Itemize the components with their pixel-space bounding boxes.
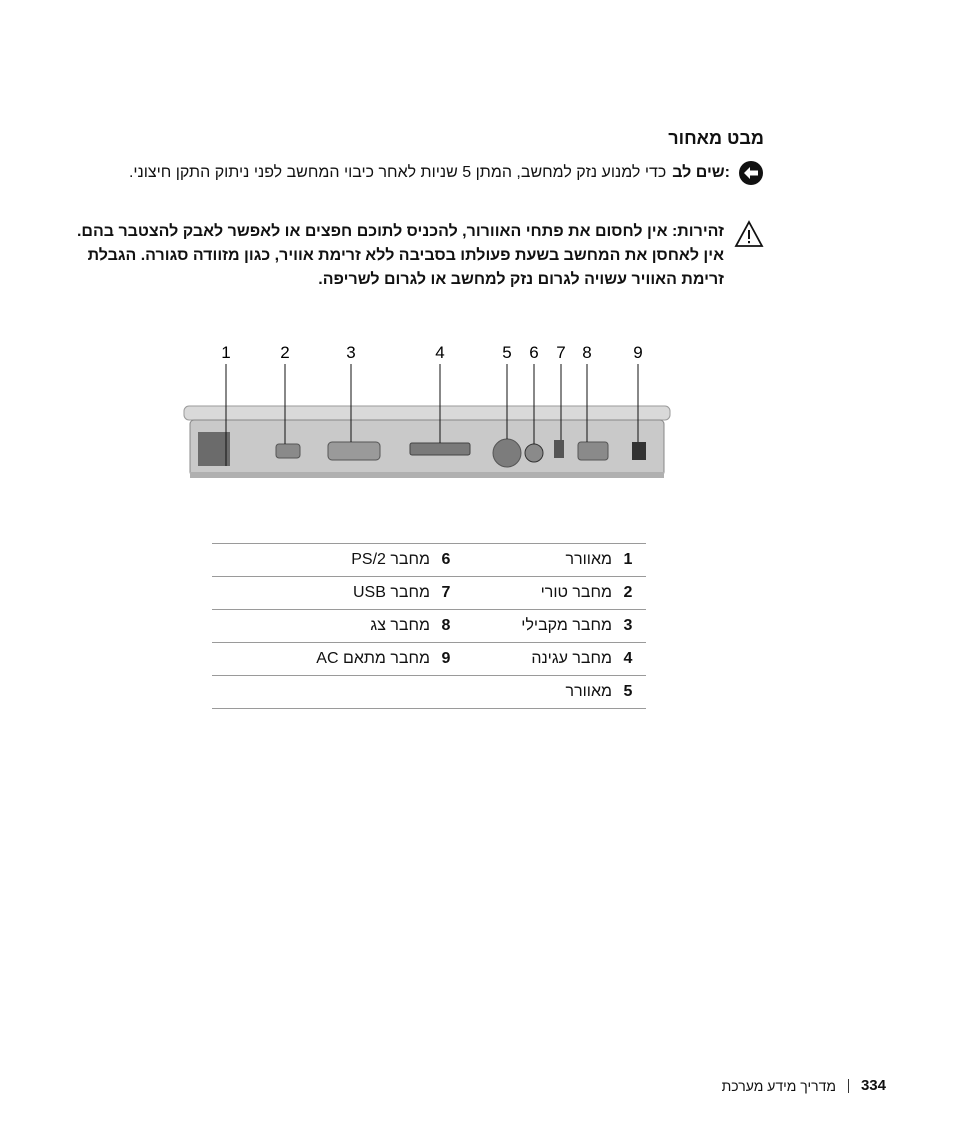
callout-number: 8	[582, 343, 592, 362]
legend-label: מחבר טורי	[540, 584, 612, 601]
serial-port	[276, 444, 300, 458]
legend-item	[430, 676, 456, 708]
legend-label: מחבר מקבילי	[521, 617, 612, 634]
warning-triangle-icon	[734, 220, 764, 248]
callout-number: 1	[221, 343, 231, 362]
legend-item	[541, 577, 638, 609]
usb-port	[554, 440, 564, 458]
legend-number: 3	[623, 617, 633, 634]
legend-label: מאוורר	[565, 551, 612, 568]
page-number: 334	[860, 1077, 886, 1094]
fan-vent	[198, 432, 230, 466]
footer-divider	[848, 1079, 849, 1093]
callout-number: 3	[346, 343, 356, 362]
note-block	[129, 160, 764, 186]
callout-number: 9	[633, 343, 643, 362]
docking-port	[410, 443, 470, 455]
table-row	[212, 576, 646, 609]
table-row	[212, 609, 646, 642]
warning-block	[76, 220, 764, 292]
parallel-port	[328, 442, 380, 460]
legend-number: 8	[441, 617, 451, 634]
legend-item	[531, 643, 638, 675]
legend-number: 7	[441, 584, 451, 601]
legend-label: מחבר PS/2	[351, 551, 430, 568]
footer-title: מדריך מידע מערכת	[721, 1077, 836, 1094]
page-footer	[722, 1077, 886, 1094]
legend-item	[351, 544, 456, 576]
callout-number: 7	[556, 343, 566, 362]
legend-number: 6	[441, 551, 451, 568]
section-title: מבט מאחור	[668, 128, 764, 148]
note-arrow-icon	[738, 160, 764, 186]
legend-label: מאוורר	[565, 683, 612, 700]
table-row	[212, 642, 646, 675]
legend-number: 1	[623, 551, 633, 568]
warning-line: אין לאחסן את המחשב בשעת פעולתו בסביבה ללא זרימת אוויר, כגון מזוודה סגורה. הגבלת	[87, 247, 724, 264]
video-port	[578, 442, 608, 460]
laptop-back-view-figure	[176, 340, 676, 500]
laptop-lid	[184, 406, 670, 420]
table-row	[212, 675, 646, 709]
ac-adapter-port	[632, 442, 646, 460]
legend-item	[316, 643, 456, 675]
note-label: שים לב:	[672, 164, 730, 181]
callout-number: 4	[435, 343, 445, 362]
legend-label: מחבר מתאם AC	[316, 650, 430, 667]
note-text: כדי למנוע נזק למחשב, המתן 5 שניות לאחר כיבוי המחשב לפני ניתוק התקן חיצוני.	[128, 164, 667, 181]
legend-item	[521, 610, 638, 642]
legend-number: 5	[623, 683, 633, 700]
warning-line: זרימת האוויר עשויה לגרום נזק למחשב או לגרום לשריפה.	[318, 271, 724, 288]
legend-item	[566, 544, 638, 576]
callout-number: 2	[280, 343, 290, 362]
legend-number: 4	[623, 650, 633, 667]
ps2-port	[525, 444, 543, 462]
fan-vent	[493, 439, 521, 467]
warning-text	[77, 220, 724, 292]
legend-label: מחבר צג	[370, 617, 430, 634]
warning-line: זהירות: אין לחסום את פתחי האוורור, להכניס לתוכם חפצים או לאפשר לאבק להצטבר בהם.	[76, 223, 724, 240]
legend-item	[370, 610, 456, 642]
callout-number: 6	[529, 343, 539, 362]
legend-label: מחבר עגינה	[531, 650, 612, 667]
legend-label: מחבר USB	[353, 584, 430, 601]
legend-number: 9	[441, 650, 451, 667]
legend-item	[566, 676, 638, 708]
legend-table	[212, 543, 646, 709]
legend-number: 2	[623, 584, 633, 601]
table-row	[212, 543, 646, 576]
legend-item	[353, 577, 456, 609]
callout-number: 5	[502, 343, 512, 362]
